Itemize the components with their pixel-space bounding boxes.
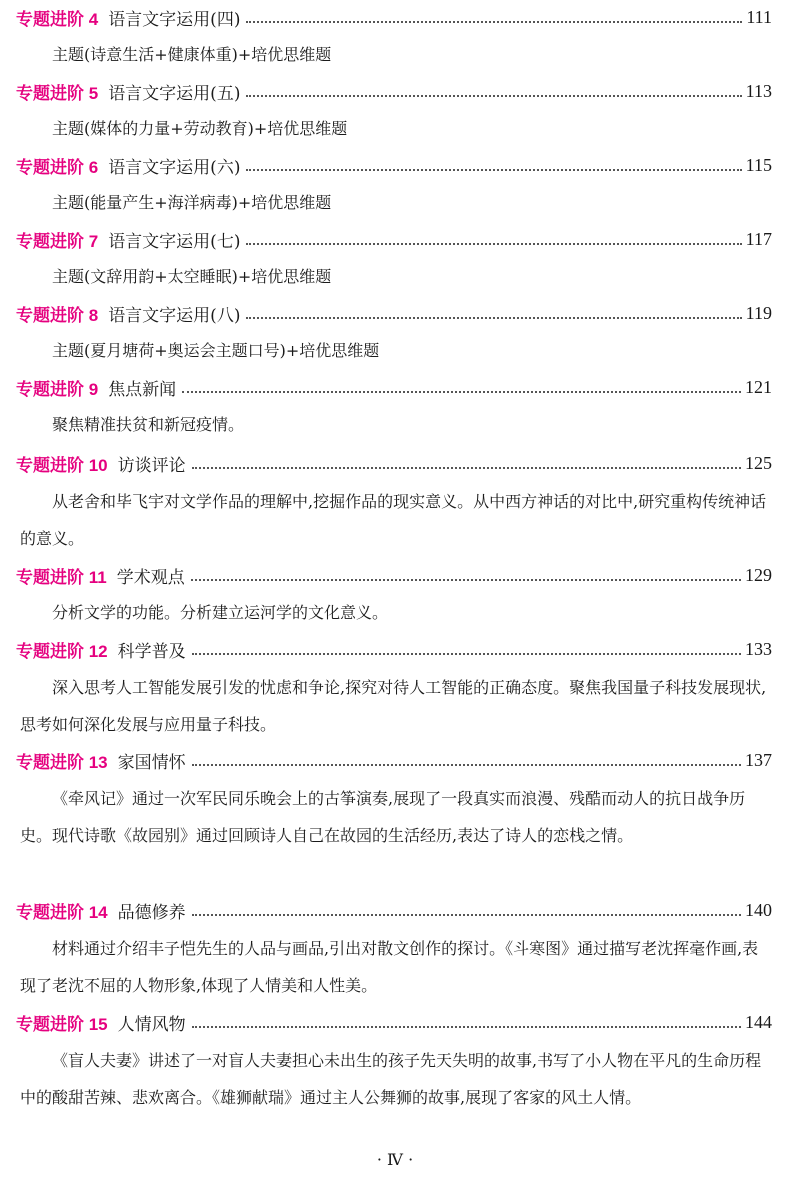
leader-dots bbox=[246, 303, 741, 319]
toc-entry-label: 专题进阶 7 bbox=[16, 231, 99, 251]
leader-dots bbox=[191, 565, 741, 581]
toc-entry-label: 专题进阶 6 bbox=[16, 157, 99, 177]
leader-dots bbox=[182, 377, 741, 393]
toc-entry-label: 专题进阶 12 bbox=[16, 641, 108, 661]
toc-entry-description: 主题(文辞用韵+太空睡眠)+培优思维题 bbox=[52, 267, 332, 286]
toc-entry-page: 111 bbox=[746, 6, 772, 27]
toc-entry-page: 137 bbox=[745, 749, 772, 770]
toc-entry-label: 专题进阶 4 bbox=[16, 9, 99, 29]
toc-entry-title: 语言文字运用(四) bbox=[108, 9, 241, 30]
leader-dots bbox=[246, 155, 741, 171]
toc-entry-title: 访谈评论 bbox=[117, 455, 186, 476]
toc-entry-title: 焦点新闻 bbox=[108, 379, 177, 400]
toc-entry-9[interactable] bbox=[16, 372, 772, 402]
toc-entry-label: 专题进阶 10 bbox=[16, 455, 108, 475]
toc-entry-page: 113 bbox=[745, 80, 772, 101]
toc-entry-title: 语言文字运用(五) bbox=[108, 83, 241, 104]
leader-dots bbox=[246, 7, 742, 23]
toc-entry-title: 语言文字运用(七) bbox=[108, 231, 241, 252]
toc-entry-page: 140 bbox=[745, 899, 772, 920]
toc-entry-title: 家国情怀 bbox=[117, 752, 186, 773]
toc-entry-description: 从老舍和毕飞宇对文学作品的理解中,挖掘作品的现实意义。从中西方神话的对比中,研究重构传统神话的意义。 bbox=[20, 492, 767, 548]
toc-entry-description: 《牵风记》通过一次军民同乐晚会上的古筝演奏,展现了一段真实而浪漫、残酷而动人的抗日战争历史。现代诗歌《故园别》通过回顾诗人自己在故园的生活经历,表达了诗人的恋栈之情。 bbox=[20, 789, 746, 845]
toc-entry-title: 语言文字运用(八) bbox=[108, 305, 241, 326]
toc-entry-page: 121 bbox=[745, 376, 772, 397]
toc-entry-label: 专题进阶 11 bbox=[16, 567, 107, 587]
toc-entry-description: 材料通过介绍丰子恺先生的人品与画品,引出对散文创作的探讨。《斗寒图》通过描写老沈挥毫作画,表现了老沈不屈的人物形象,体现了人情美和人性美。 bbox=[20, 939, 759, 995]
leader-dots bbox=[192, 453, 741, 469]
toc-entry-description: 深入思考人工智能发展引发的忧虑和争论,探究对待人工智能的正确态度。聚焦我国量子科技发展现状,思考如何深化发展与应用量子科技。 bbox=[20, 678, 767, 734]
toc-entry-title: 品德修养 bbox=[117, 902, 186, 923]
toc-entry-page: 144 bbox=[745, 1011, 772, 1032]
leader-dots bbox=[246, 81, 741, 97]
toc-entry-label: 专题进阶 13 bbox=[16, 752, 108, 772]
toc-entry-page: 119 bbox=[745, 302, 772, 323]
toc-entry-description: 《盲人夫妻》讲述了一对盲人夫妻担心未出生的孩子先天失明的故事,书写了小人物在平凡的生命历程中的酸甜苦辣、悲欢离合。《雄狮献瑞》通过主人公舞狮的故事,展现了客家的风土人情。 bbox=[20, 1051, 762, 1107]
toc-entry-8[interactable] bbox=[16, 298, 772, 328]
toc-entry-label: 专题进阶 9 bbox=[16, 379, 99, 399]
toc-entry-description: 主题(能量产生+海洋病毒)+培优思维题 bbox=[52, 193, 332, 212]
toc-entry-14[interactable] bbox=[16, 895, 772, 925]
toc-entry-page: 117 bbox=[745, 228, 772, 249]
toc-entry-title: 科学普及 bbox=[117, 641, 186, 662]
toc-entry-page: 133 bbox=[745, 638, 772, 659]
toc-entry-page: 115 bbox=[745, 154, 772, 175]
leader-dots bbox=[192, 900, 741, 916]
toc-entry-label: 专题进阶 8 bbox=[16, 305, 99, 325]
toc-entry-4[interactable] bbox=[16, 2, 772, 32]
toc-entry-description: 分析文学的功能。分析建立运河学的文化意义。 bbox=[52, 603, 389, 622]
toc-entry-5[interactable] bbox=[16, 76, 772, 106]
toc-entry-label: 专题进阶 15 bbox=[16, 1014, 108, 1034]
toc-entry-page: 129 bbox=[745, 564, 772, 585]
toc-entry-description: 主题(诗意生活+健康体重)+培优思维题 bbox=[52, 45, 332, 64]
leader-dots bbox=[192, 1012, 741, 1028]
leader-dots bbox=[246, 229, 741, 245]
toc-entry-title: 人情风物 bbox=[117, 1014, 186, 1035]
toc-entry-7[interactable] bbox=[16, 224, 772, 254]
toc-entry-title: 语言文字运用(六) bbox=[108, 157, 241, 178]
toc-entry-6[interactable] bbox=[16, 150, 772, 180]
leader-dots bbox=[192, 639, 741, 655]
leader-dots bbox=[192, 750, 741, 766]
toc-entry-12[interactable] bbox=[16, 634, 772, 664]
toc-entry-description: 聚焦精准扶贫和新冠疫情。 bbox=[52, 415, 245, 434]
toc-entry-description: 主题(夏月塘荷+奥运会主题口号)+培优思维题 bbox=[52, 341, 380, 360]
toc-entry-label: 专题进阶 14 bbox=[16, 902, 108, 922]
toc-entry-13[interactable] bbox=[16, 745, 772, 775]
toc-entry-page: 125 bbox=[745, 452, 772, 473]
toc-entry-title: 学术观点 bbox=[116, 567, 185, 588]
toc-entry-11[interactable] bbox=[16, 560, 772, 590]
toc-entry-label: 专题进阶 5 bbox=[16, 83, 99, 103]
toc-entry-description: 主题(媒体的力量+劳动教育)+培优思维题 bbox=[52, 119, 348, 138]
page-number: · Ⅳ · bbox=[376, 1150, 414, 1169]
toc-entry-10[interactable] bbox=[16, 448, 772, 478]
toc-entry-15[interactable] bbox=[16, 1007, 772, 1037]
